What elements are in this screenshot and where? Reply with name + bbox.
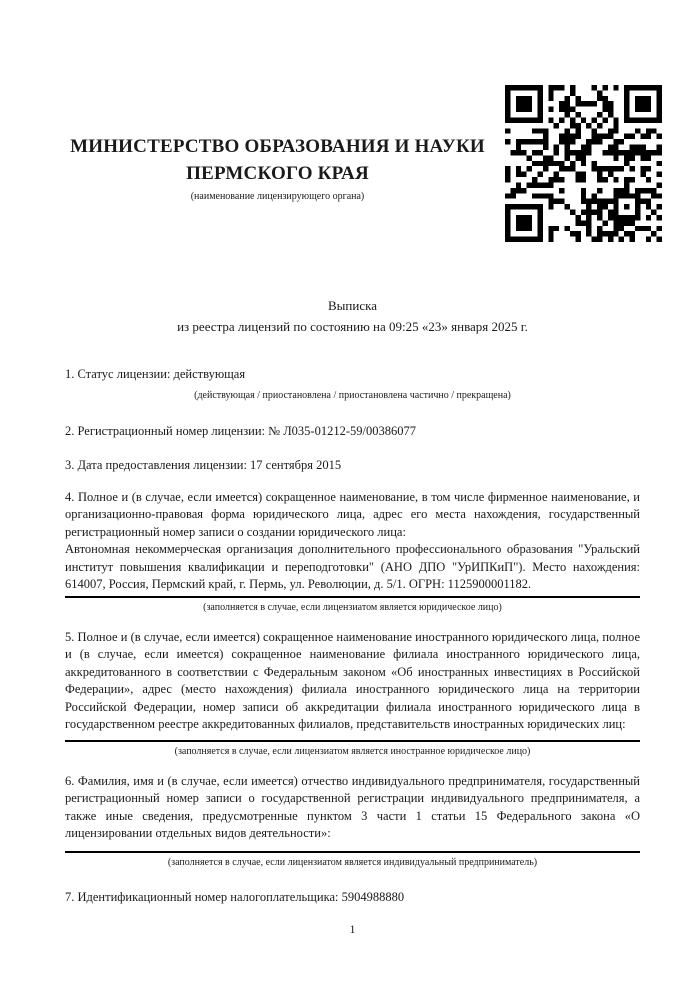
item-3-license-grant-date: 3. Дата предоставления лицензии: 17 сентября 2015	[65, 458, 342, 472]
item-4-caption: (заполняется в случае, если лицензиатом является юридическое лицо)	[203, 601, 502, 613]
item-6-caption: (заполняется в случае, если лицензиатом является индивидуальный предприниматель)	[167, 856, 538, 868]
document-title	[65, 295, 640, 337]
page-number: 1	[349, 922, 356, 936]
licensing-authority-caption: (наименование лицензирующего органа)	[190, 191, 365, 202]
document-header	[65, 0, 490, 203]
item-4-underline	[65, 596, 640, 598]
item-5-caption: (заполняется в случае, если лицензиатом является иностранное юридическое лицо)	[174, 745, 531, 757]
licensing-authority-name	[65, 133, 490, 187]
ministry-line-1: МИНИСТЕРСТВО ОБРАЗОВАНИЯ И НАУКИ	[70, 136, 485, 157]
item-2-registration-number: 2. Регистрационный номер лицензии: № Л035-01212-59/00386077	[65, 423, 416, 438]
item-1-license-status: 1. Статус лицензии: действующая	[65, 367, 246, 381]
item-4-legal-entity-value: Автономная некоммерческая организация дополнительного профессионального образования "Уральский институт повышения квалификации и переподготовки" (АНО ДПО "УрИПКиП"). Место нахождения: 614007, Россия, Пермский край, г. Пермь, ул. Революции, д. 5/1. ОГРН: 1125900001182.	[65, 542, 640, 591]
title-line-1: Выписка	[328, 298, 377, 313]
qr-code-icon	[505, 85, 662, 242]
item-6-underline	[65, 851, 640, 853]
item-4-legal-entity-heading: 4. Полное и (в случае, если имеется) сокращенное наименование, в том числе фирменное наименование, и организационно-правовая форма юридического лица, адрес его места нахождения, государственный регистрационный номер записи о создании юридического лица:	[65, 489, 640, 539]
item-1-caption: (действующая / приостановлена / приостановлена частично / прекращена)	[194, 389, 511, 401]
item-5-foreign-entity-heading: 5. Полное и (в случае, если имеется) сокращенное наименование иностранного юридического лица, полное и (в случае, если имеется) сокращенное наименование филиала иностранного юридического лица, аккредитованного в соответствии с Федеральным законом «Об иностранных инвестициях в Российской Федерации», адрес (место нахождения) филиала иностранного юридического лица на территории Российской Федерации, номер записи об аккредитации филиала иностранного юридического лица в государственном реестре аккредитованных филиалов, представительств иностранных юридических лиц:	[65, 629, 640, 731]
item-7-taxpayer-id: 7. Идентификационный номер налогоплательщика: 5904988880	[65, 889, 405, 904]
ministry-line-2: ПЕРМСКОГО КРАЯ	[186, 163, 369, 184]
item-5-underline	[65, 740, 640, 742]
item-6-entrepreneur-heading: 6. Фамилия, имя и (в случае, если имеется) отчество индивидуального предпринимателя, государственный регистрационный номер записи о государственной регистрации индивидуального предпринимателя, а также иные сведения, предусмотренные пунктом 3 части 1 статьи 15 Федерального закона «О лицензировании отдельных видов деятельности»:	[65, 773, 640, 840]
title-line-2: из реестра лицензий по состоянию на 09:25 «23» января 2025 г.	[177, 319, 528, 334]
